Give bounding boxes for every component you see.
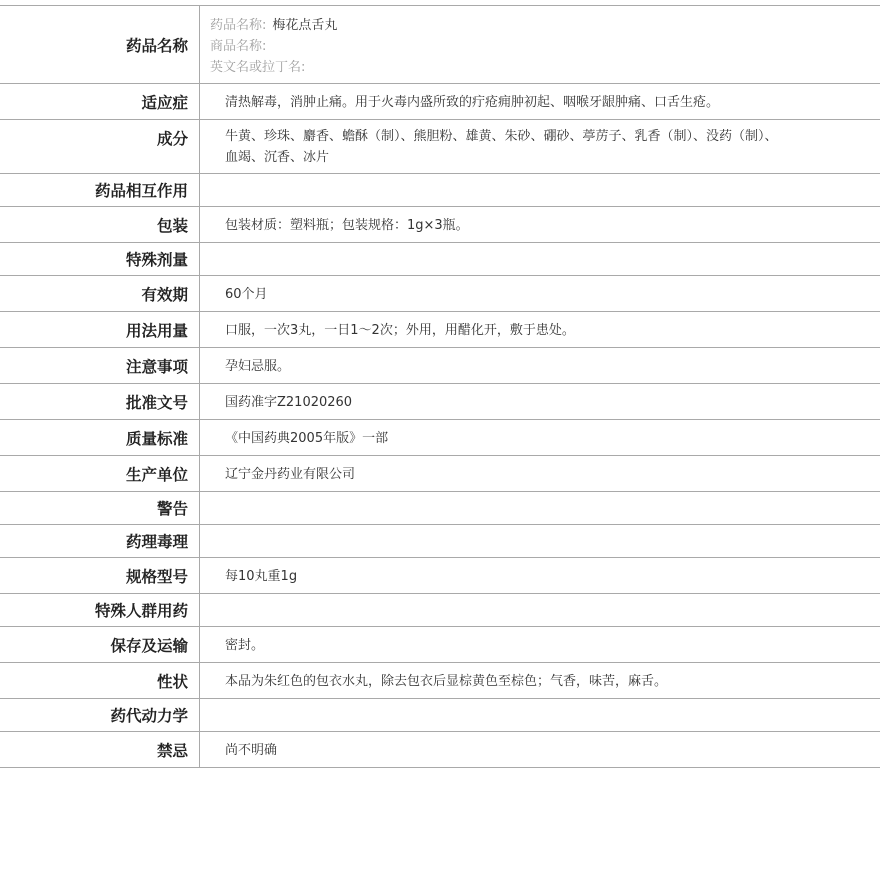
row-value [200, 525, 880, 557]
row-label: 注意事项 [0, 348, 200, 383]
row-value: 每10丸重1g [225, 569, 298, 584]
row-value [200, 174, 880, 206]
row-label: 药品名称 [0, 6, 200, 83]
generic-name-key: 药品名称: [210, 18, 267, 33]
row-label: 禁忌 [0, 732, 200, 767]
row-label: 性状 [0, 663, 200, 698]
row-label: 包装 [0, 207, 200, 242]
row-warning [0, 492, 880, 525]
row-label: 有效期 [0, 276, 200, 311]
row-label: 生产单位 [0, 456, 200, 491]
row-packaging [0, 207, 880, 243]
generic-name-value: 梅花点舌丸 [272, 18, 338, 33]
row-label: 药品相互作用 [0, 174, 200, 206]
row-value: 尚不明确 [225, 743, 278, 758]
row-label: 药理毒理 [0, 525, 200, 557]
row-value: 国药准字Z21020260 [225, 395, 353, 410]
row-shelf-life [0, 276, 880, 312]
row-specification [0, 558, 880, 594]
drug-name-block [200, 6, 880, 83]
row-label: 特殊剂量 [0, 243, 200, 275]
row-precautions [0, 348, 880, 384]
row-value: 60个月 [225, 287, 268, 302]
row-interactions [0, 174, 880, 207]
row-value [200, 699, 880, 731]
drug-info-table [0, 5, 880, 768]
row-value: 密封。 [225, 638, 265, 653]
row-ingredients [0, 120, 880, 174]
trade-name-key: 商品名称: [210, 39, 267, 54]
row-description [0, 663, 880, 699]
row-label: 警告 [0, 492, 200, 524]
row-storage [0, 627, 880, 663]
row-value: 牛黄、珍珠、麝香、蟾酥（制）、熊胆粉、雄黄、朱砂、硼砂、葶苈子、乳香（制）、没药（制）、血竭、沉香、冰片 [225, 129, 778, 165]
english-name-key: 英文名或拉丁名: [210, 60, 306, 75]
row-label: 保存及运输 [0, 627, 200, 662]
row-value [200, 594, 880, 626]
row-drug-name [0, 6, 880, 84]
row-quality-standard [0, 420, 880, 456]
row-label: 质量标准 [0, 420, 200, 455]
row-special-dosage [0, 243, 880, 276]
row-manufacturer [0, 456, 880, 492]
generic-name-line [210, 15, 870, 36]
row-pharmacology [0, 525, 880, 558]
row-label: 适应症 [0, 84, 200, 119]
row-pharmacokinetics [0, 699, 880, 732]
row-value: 孕妇忌服。 [225, 359, 291, 374]
row-value: 本品为朱红色的包衣水丸，除去包衣后显棕黄色至棕色；气香，味苦，麻舌。 [225, 674, 668, 689]
row-special-populations [0, 594, 880, 627]
row-dosage [0, 312, 880, 348]
row-approval-number [0, 384, 880, 420]
row-value [200, 243, 880, 275]
row-label: 特殊人群用药 [0, 594, 200, 626]
row-contraindications [0, 732, 880, 768]
row-value: 口服，一次3丸，一日1～2次；外用，用醋化开，敷于患处。 [225, 323, 575, 338]
row-indications [0, 84, 880, 120]
row-label: 药代动力学 [0, 699, 200, 731]
row-value: 清热解毒，消肿止痛。用于火毒内盛所致的疔疮痈肿初起、咽喉牙龈肿痛、口舌生疮。 [225, 95, 720, 110]
row-value: 《中国药典2005年版》一部 [225, 431, 389, 446]
row-label: 批准文号 [0, 384, 200, 419]
row-label: 用法用量 [0, 312, 200, 347]
trade-name-line [210, 36, 870, 57]
english-name-line [210, 57, 870, 78]
row-value: 辽宁金丹药业有限公司 [225, 467, 356, 482]
row-value [200, 492, 880, 524]
row-value: 包装材质：塑料瓶；包装规格：1g×3瓶。 [225, 218, 469, 233]
row-label: 成分 [0, 120, 200, 173]
row-label: 规格型号 [0, 558, 200, 593]
